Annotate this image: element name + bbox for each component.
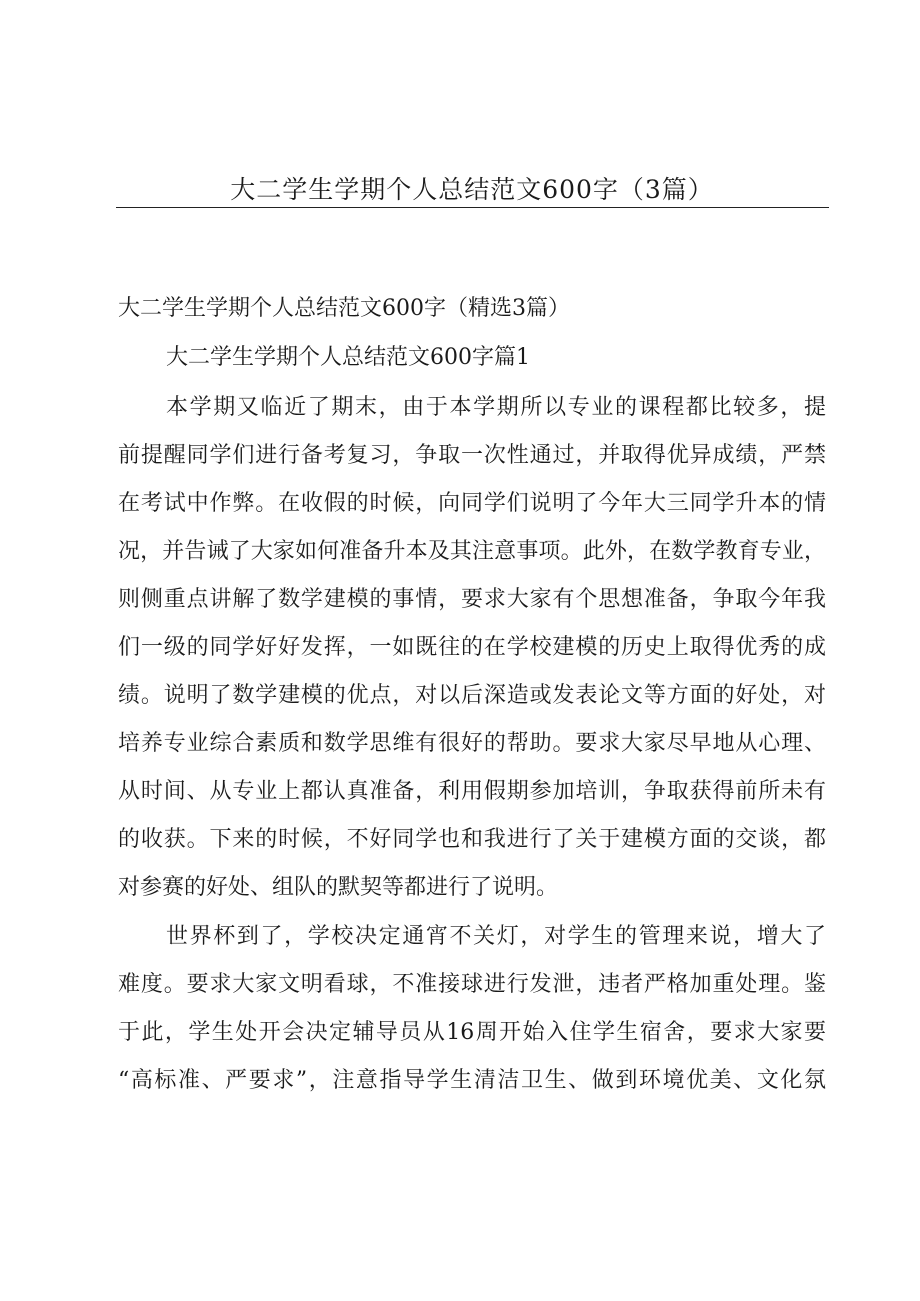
paragraph-line: 本学期又临近了期末，由于本学期所以专业的课程都比较多，提 [166, 395, 826, 420]
paragraph-line: 于此，学生处开会决定辅导员从16周开始入住学生宿舍，要求大家要 [118, 1020, 826, 1045]
paragraph-line: 们一级的同学好好发挥，一如既往的在学校建模的历史上取得优秀的成 [118, 635, 826, 660]
paragraph-line: 则侧重点讲解了数学建模的事情，要求大家有个思想准备，争取今年我 [118, 587, 826, 612]
document-title: 大二学生学期个人总结范文600字（3篇） [230, 175, 714, 204]
paragraph-line: 培养专业综合素质和数学思维有很好的帮助。要求大家尽早地从心理、 [118, 731, 826, 756]
paragraph-line: 世界杯到了，学校决定通宵不关灯，对学生的管理来说，增大了 [166, 924, 826, 949]
paragraph-line: 的收获。下来的时候，不好同学也和我进行了关于建模方面的交谈，都 [118, 827, 826, 852]
paragraph-line: 前提醒同学们进行备考复习，争取一次性通过，并取得优异成绩，严禁 [118, 443, 826, 468]
paragraph-line: 况，并告诫了大家如何准备升本及其注意事项。此外，在数学教育专业， [118, 539, 826, 564]
title-underline [116, 207, 829, 208]
paragraph-line: 绩。说明了数学建模的优点，对以后深造或发表论文等方面的好处，对 [118, 683, 826, 708]
subtitle: 大二学生学期个人总结范文600字（精选3篇） [118, 296, 570, 321]
paragraph-line: 难度。要求大家文明看球，不准接球进行发泄，违者严格加重处理。鉴 [118, 972, 826, 997]
paragraph-line: 在考试中作弊。在收假的时候，向同学们说明了今年大三同学升本的情 [118, 491, 826, 516]
paragraph-line: 对参赛的好处、组队的默契等都进行了说明。 [118, 875, 559, 900]
paragraph-line: 从时间、从专业上都认真准备，利用假期参加培训，争取获得前所未有 [118, 779, 826, 804]
section-heading: 大二学生学期个人总结范文600字篇1 [166, 345, 530, 370]
paragraph-line: “高标准、严要求”，注意指导学生清洁卫生、做到环境优美、文化氛 [118, 1068, 826, 1093]
